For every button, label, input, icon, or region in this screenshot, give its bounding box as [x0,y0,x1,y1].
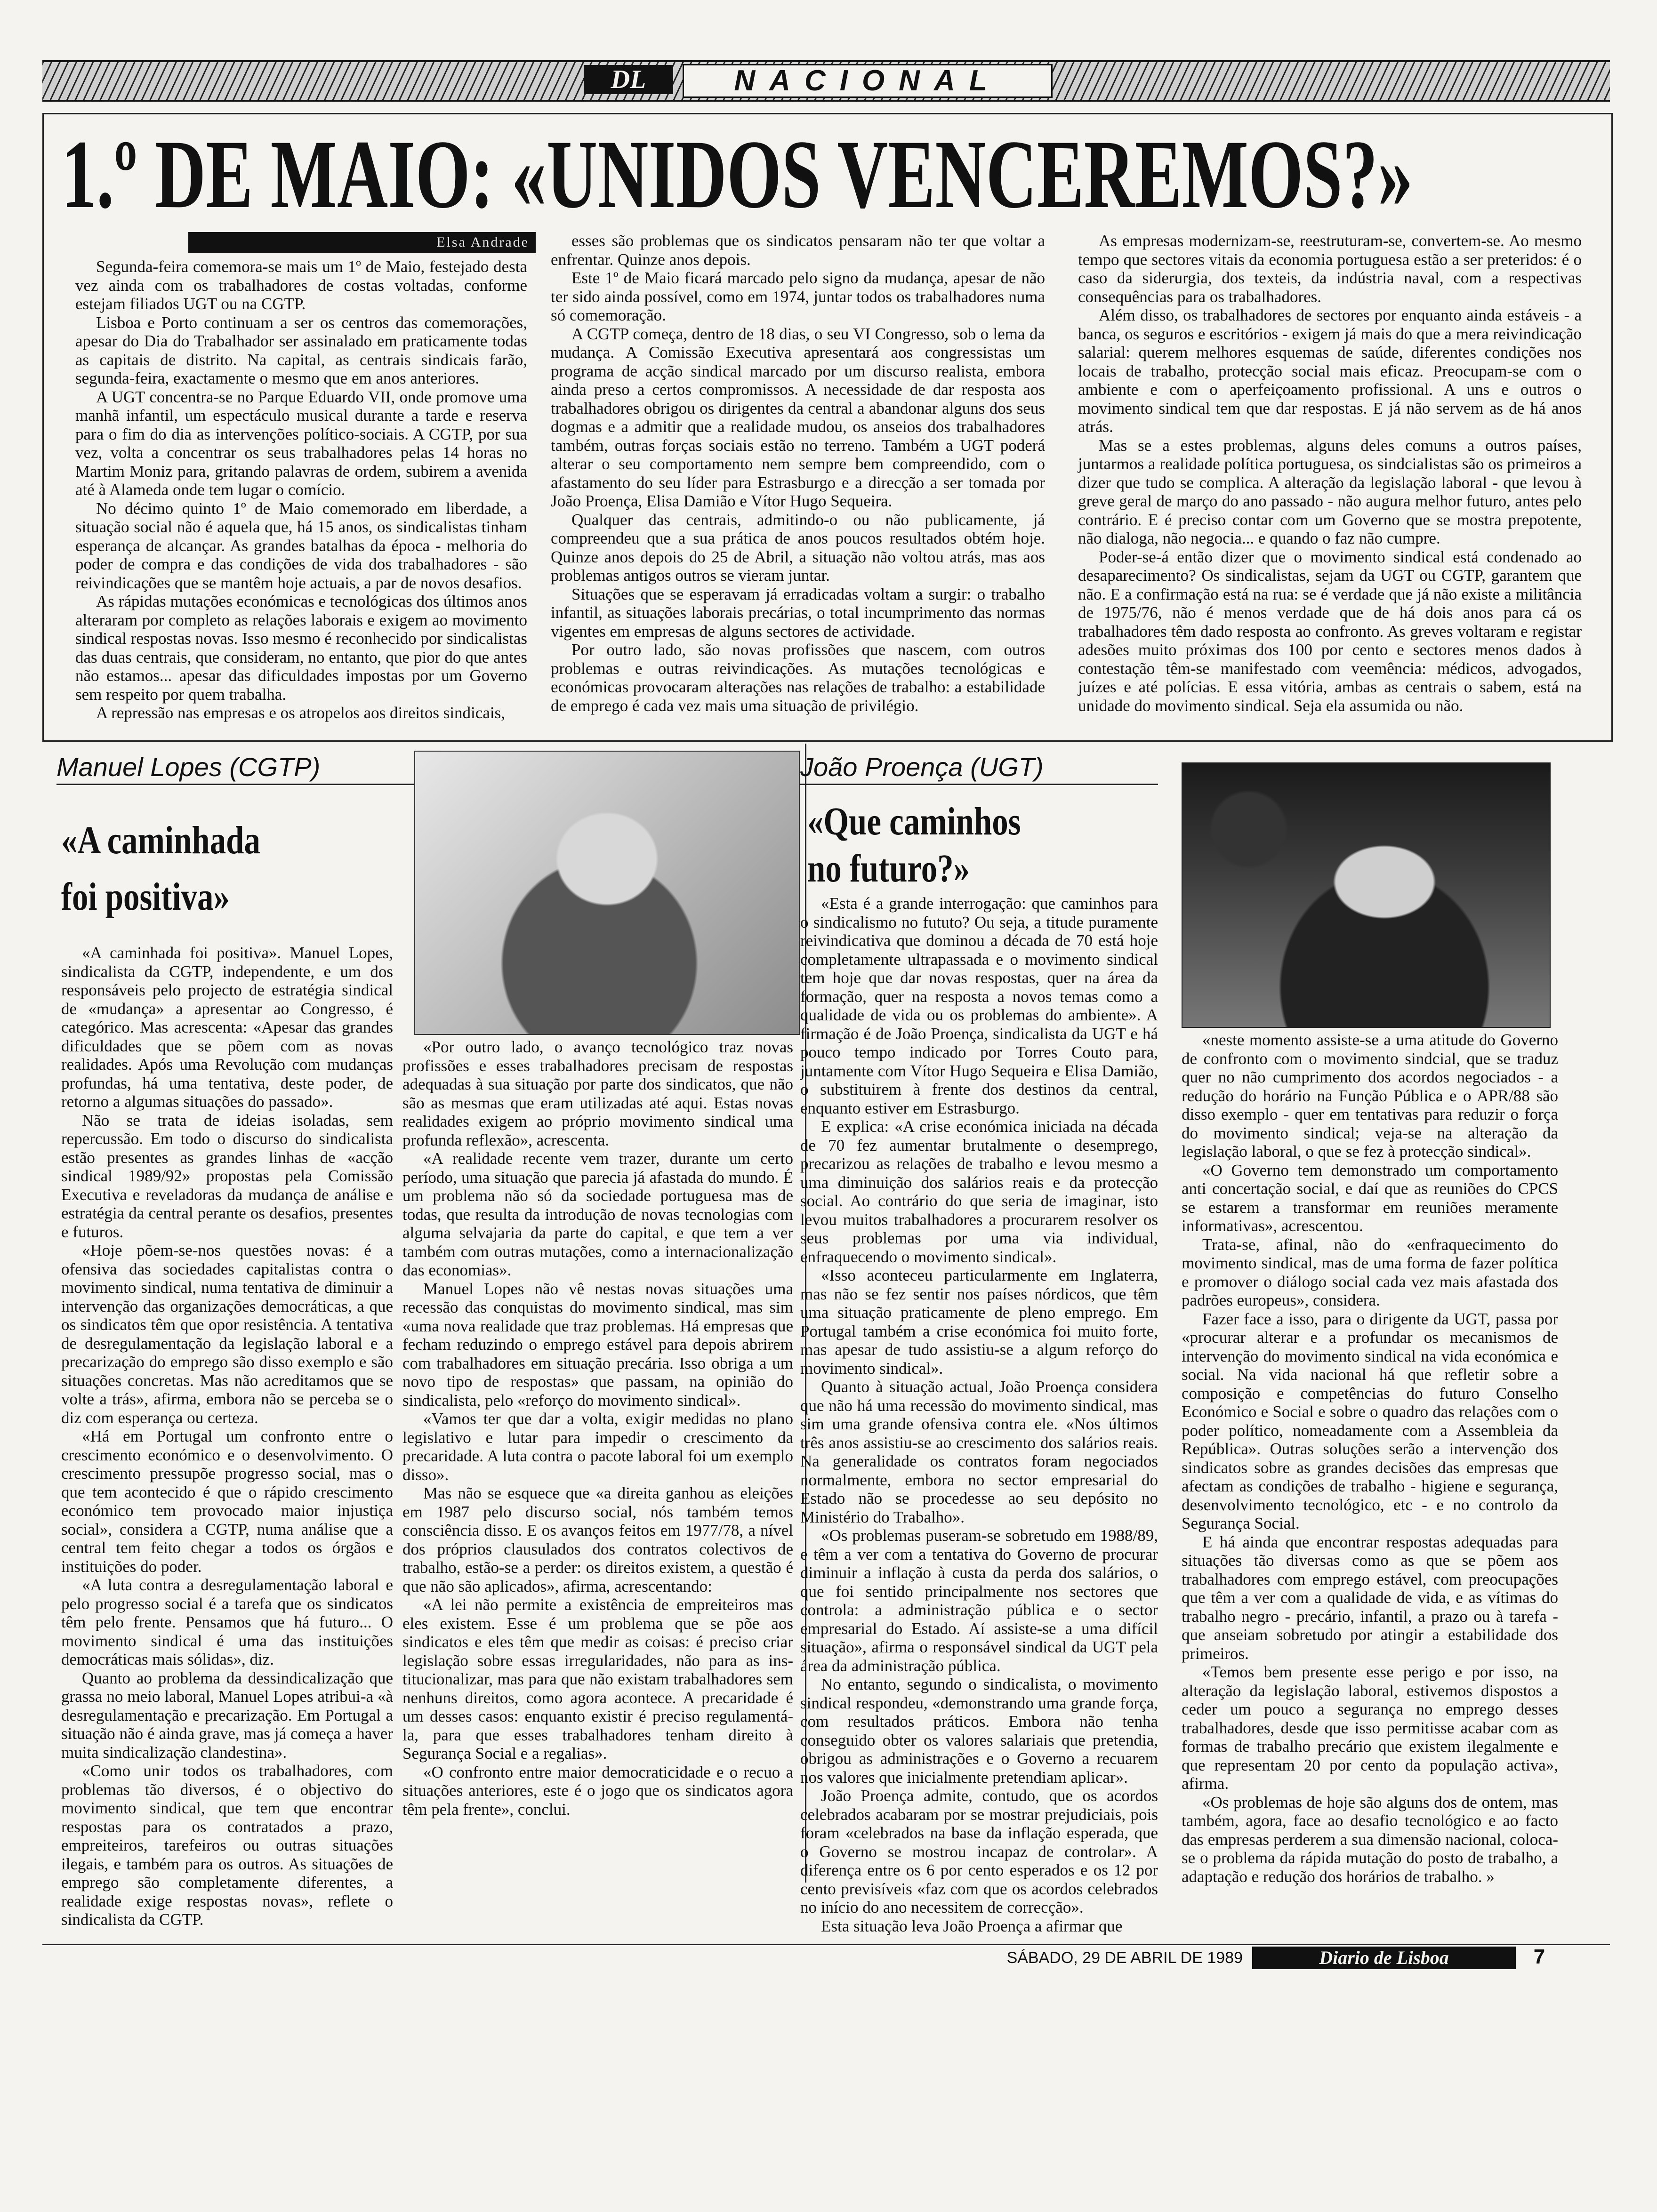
footer-rule [42,1944,1610,1945]
photo-joao-proenca [1182,762,1551,1028]
logo [584,65,673,94]
paragraph: Não se trata de ideias isoladas, sem repercussão. Em todo o discurso do sindicalista estão presentes as grandes linhas de «acção sindical 1989/92» propostas pela Comissão Executiva e reveladoras da mudança de análise e estratégia da central perante os desafios, presentes e futuros. [61,1111,393,1241]
box-right-title-2: no futuro?» [807,847,970,890]
paragraph: «O confronto entre maior democraticidade e o recuo a situações anteriores, este é o jogo que os sindicatos agora têm pela frente», conclui. [402,1763,793,1819]
section-title: NACIONAL [734,64,1001,97]
box-right-col-1 [800,894,1158,1935]
paragraph: «Isso aconteceu particularmente em Inglaterra, mas não se fez sentir nos países nórdicos, que têm uma situação praticamente de pleno emprego. Em Portugal também a crise económica foi muito forte, mas apesar de tudo assistiu-se a algum reforço do movimento sindical». [800,1266,1158,1378]
paragraph: «Vamos ter que dar a volta, exigir medidas no plano legislativo e lutar para impedir o crescimento da precaridade. A luta contra o pacote laboral foi um exemplo disso». [402,1410,793,1484]
paragraph: Esta situação leva João Proença a afirmar que [821,1916,1123,1935]
byline-text: Elsa Andrade [436,234,529,250]
paragraph: Lisboa e Porto continuam a ser os centros das comemorações, apesar do Dia do Trabalhador ser assinalado em praticamente todas as capitais de distrito. Na capital, as centrais sindicais farão, segunda-feira, exactamente o mesmo que em anos anteriores. [75,313,527,387]
paragraph: «Esta é a grande interrogação: que caminhos para o sindicalismo no fututo? Ou seja, a titude puramente reivindicativa que dominou a década de 70 está hoje completamente ultrapassada e o movimento sindical tem hoje que dar novas respostas, quer na área da formação, quer na resposta a novos temas como a qualidade de vida ou os problemas do ambiente». A firmação é de João Proença, sindicalista da UGT e há pouco tempo indicado por Torres Couto para, juntamente com Vítor Hugo Sequeira e Elisa Damião, o substituirem à frente dos destinos da central, enquanto estiver em Estrasburgo. [800,894,1158,1117]
paragraph: E há ainda que encontrar respostas adequadas para situações tão diversas como as que se põem aos trabalhadores com emprego estável, com preocupações que têm a ver com a qualidade de vida, e as vítimas do trabalho negro - precário, infantil, a prazo ou à tarefa - que anseiam sobretudo por atingir a estabilidade dos primeiros. [1182,1532,1558,1663]
main-col-1 [75,257,527,728]
paragraph: Mas não se esquece que «a direita ganhou as eleições em 1987 pelo discurso social, nós também temos consciência disso. E os avanços feitos em 1977/78, a nível dos próprios clausulados dos contratos colectivos de trabalho, estão-se a perder: os direitos existem, a questão é que não são aplicados», afirma, acrescentando: [402,1484,793,1595]
box-right-title-1: «Que caminhos [807,800,1021,843]
page-number: 7 [1533,1945,1545,1968]
headline: 1.º DE MAIO: «UNIDOS VENCEREMOS?» [61,120,1413,228]
paragraph: Além disso, os trabalhadores de sectores por enquanto ainda estáveis - a banca, os seguros e escritórios - exigem já mais do que a mera reivindicação salarial: querem melhores esquemas de saúde, diferentes condições nos locais de trabalho, protecção social mais eficaz. Preocupam-se com o ambiente e com o aperfeiçoamento profissional. A uns e outros o movimento sindical tem que dar respostas. E já não servem as de há anos atrás. [1078,306,1582,436]
paragraph: Poder-se-á então dizer que o movimento sindical está condenado ao desaparecimento? Os sindicalistas, sejam da UGT ou CGTP, garantem que não. E a confirmação está na rua: se é verdade que já não existe a militância de 1975/76, não é menos verdade que de há dois anos para cá os trabalhadores têm dado resposta ao confronto. As greves voltaram e registar adesões muito próximas dos 100 por cento e sectores menos dados à contestação têm-se manifestado com veemência: médicos, advogados, juízes e até polícias. E essa vitória, ambas as centrais o sabem, está na unidade do movimento sindical. Seja ela assumida ou não. [1078,547,1582,715]
paragraph: Segunda-feira comemora-se mais um 1º de Maio, festejado desta vez ainda com os trabalhadores de costas voltadas, conforme estejam filiados UGT ou na CGTP. [75,257,527,313]
paragraph: «Por outro lado, o avanço tecnológico traz novas profissões e esses trabalhadores precisam de respostas adequadas à sua situação por parte dos sindicatos, que não são as mesmas que eram utilizadas até aqui. Estas novas realidades exigem ao próprio movimento sindical uma profunda reflexão», acrescenta. [402,1038,793,1149]
paragraph: Este 1º de Maio ficará marcado pelo signo da mudança, apesar de não ter sido ainda possível, como em 1974, juntar todos os trabalhadores numa só comemoração. [551,269,1045,324]
paragraph: «Temos bem presente esse perigo e por isso, na alteração da legislação laboral, estivemos dispostos a ceder um pouco a segurança no emprego desses trabalhadores, desde que isso permitisse acabar com as formas de trabalho precário que existem ilegalmente e que representam 20 por cento da população activa», afirma. [1182,1663,1558,1793]
paragraph: Mas se a estes problemas, alguns deles comuns a outros países, juntarmos a realidade política portuguesa, os sindcialistas são os primeiros a dizer que tudo se complica. A alteração da legislação laboral - que levou à greve geral de março do ano passado - não augura melhor futuro, antes pelo contrário. E é preciso contar com um Governo que se mostra prepotente, não dialoga, não negocia... e quando o faz não cumpre. [1078,436,1582,547]
paragraph: «Há em Portugal um confronto entre o crescimento económico e o desenvolvimento. O crescimento pressupõe progresso social, mas o que tem acontecido é que o rápido crescimento económico tem provocado maior injustiça social», considera a CGTP, numa análise que a central tem feito chegar a todos os órgãos e instituições do poder. [61,1427,393,1576]
paragraph: Quanto à situação actual, João Proença considera que não há uma recessão do movimento sindical, mas sim uma grande ofensiva contra ele. «Nos últimos três anos assistiu-se ao crescimento dos salários reais. Na generalidade os contratos foram negociados normalmente, embora no sector empresarial do Estado não se procedesse ao seu depósito no Ministério do Trabalho». [800,1378,1158,1526]
box-left-title-2: foi positiva» [61,875,230,919]
paragraph: Fazer face a isso, para o dirigente da UGT, passa por «procurar alterar e a profundar os mecanismos de intervenção do movimento sindical na vida económica e social. Na vida nacional há que refletir sobre a composição e competências do futuro Conselho Económico e Social e sobre o quadro das relações com o poder político, nomeadamente com a Assembleia da República». Outras soluções serão a intervenção dos sindicatos sobre as grandes decisões das empresas que afectam as condições de trabalho - higiene e segurança, desenvolvimento tecnológico, etc - e no controlo da Segurança Social. [1182,1309,1558,1532]
photo-manuel-lopes [414,751,800,1035]
paragraph: «A realidade recente vem trazer, durante um certo período, uma situação que parecia já afastada do mundo. É um problema não só da sociedade portuguesa mas de todas, que resulta da introdução de novas tecnologias com alguma selvajaria da parte do capital, e que tem a ver também com outras mutações, como a internacionalização das economias». [402,1149,793,1279]
paragraph: «neste momento assiste-se a uma atitude do Governo de confronto com o movimento sindcial, que se traduz quer no não cumprimento dos acordos negociados - a redução do horário na Função Pública e o APR/88 são disso exemplo - quer em tentativas para reduzir o força do movimento sindical; veja-se na alteração da legislação laboral, o que se fez à protecção sindical». [1182,1031,1558,1161]
paragraph: Manuel Lopes não vê nestas novas situações uma recessão das conquistas do movimento sindical, mas sim «uma nova realidade que traz problemas. Há empresas que fecham reduzindo o emprego estável para depois abrirem com trabalhadores em situação precária. Isso obriga a um novo tipo de respostas» que passam, na opinião do sindicalista, pelo «reforço do movimento sindical». [402,1279,793,1410]
paragraph: «A luta contra a desregulamentação laboral e pelo progresso social é a tarefa que os sindicatos têm pelo frente. Pensamos que há futuro... O movimento sindical é uma das instituições democráticas mais sólidas», diz. [61,1576,393,1668]
paragraph: João Proença admite, contudo, que os acordos celebrados acabaram por se mostrar prejudiciais, pois foram «celebrados na base da inflação esperada, que o Governo se mostrou incapaz de controlar». A diferença entre os 6 por cento esperados e os 12 por cento previsíveis «faz com que os acordos celebrados no início do ano necessitem de correcção». [800,1787,1158,1916]
main-col-2 [551,232,1045,730]
header-bar [42,60,1610,102]
main-col-3 [1078,232,1582,730]
box-right-caption: João Proença (UGT) [800,751,1158,785]
paragraph: Quanto ao problema da dessindicalização que grassa no meio laboral, Manuel Lopes atribui-a «à desregulamentação e precarização. Em Portugal a situação não é ainda grave, mas já começa a haver muita sindicalização clandestina». [61,1668,393,1762]
paragraph: «Os problemas de hoje são alguns dos de ontem, mas também, agora, face ao desafio tecnológico e ao facto das empresas perderem a sua dimensão nacional, coloca-se o problema da rápida mutação do posto de trabalho, a adaptação e redução dos horários de trabalho. » [1182,1793,1558,1886]
box-left-col-1 [61,944,393,1929]
paragraph: No décimo quinto 1º de Maio comemorado em liberdade, a situação social não é aquela que, há 15 anos, os sindicalistas tinham esperança de alcançar. As grandes batalhas da época - melhoria do poder de compra e das condições de vida dos trabalhadores - são reivindicações que se mantêm hoje actuais, a par de novos desafios. [75,499,527,592]
box-right-col-2 [1182,1031,1558,1886]
paragraph: «A caminhada foi positiva». Manuel Lopes, sindicalista da CGTP, independente, e um dos responsáveis pelo projecto de estratégia sindical de «mudança» a apresentar ao Congresso, é categórico. Mas acrescenta: «Apesar das grandes dificuldades que se põem com as novas realidades. Após uma Revolução com mudanças profundas, há uma tentativa, deste poder, de retorno a algumas situações do passado». [61,944,393,1111]
paragraph: Trata-se, afinal, não do «enfraquecimento do movimento sindical, mas de uma forma de fazer política e promover o diálogo social cada vez mais afastada dos padrões europeus», considera. [1182,1235,1558,1309]
paragraph: As empresas modernizam-se, reestruturam-se, convertem-se. Ao mesmo tempo que sectores vitais da economia portuguesa estão a ser preteridos: é o caso da siderurgia, dos texteis, da indústria naval, com a respectivas consequências para os trabalhadores. [1078,232,1582,306]
paragraph: A UGT concentra-se no Parque Eduardo VII, onde promove uma manhã infantil, um espectáculo musical durante a tarde e reserva para o fim do dia as intervenções político-sociais. A CGTP, por sua vez, volta a concentrar os seus trabalhadores pelas 14 horas no Martim Moniz para, gritando palavras de ordem, subirem a avenida até à Alameda onde tem lugar o comício. [75,387,527,499]
paragraph: «Como unir todos os trabalhadores, com problemas tão diversos, é o objectivo do movimento sindical, que tem que encontrar respostas para os contratados a prazo, empreiteiros, tarefeiros ou outras situações ilegais, e também para os outros. As situações de emprego são completamente diferentes, a realidade exige respostas novas», reflete o sindicalista da CGTP. [61,1762,393,1929]
paragraph: A CGTP começa, dentro de 18 dias, o seu VI Congresso, sob o lema da mudança. A Comissão Executiva apresentará aos congressistas um programa de acção sindical marcado por um discurso realista, embora ainda preso a certos compromissos. A necessidade de dar resposta aos trabalhadores obrigou os dirigentes da central a abandonar alguns dos seus dogmas e a admitir que a realidade mudou, os anseios dos trabalhadores também, outras forças sociais estão no terreno. Também a UGT poderá alterar o seu comportamento nem sempre bem compreendido, com o afastamento do seu líder para Estrasburgo e a direcção a ser tomada por João Proença, Elisa Damião e Vítor Hugo Sequeira. [551,324,1045,510]
paragraph: A repressão nas empresas e os atropelos aos direitos sindicais, [96,704,505,722]
logo-text: DL [611,65,646,94]
paragraph: Qualquer das centrais, admitindo-o ou não publicamente, já compreendeu que a sua prática de anos poucos resultados obtém hoje. Quinze anos depois do 25 de Abril, a situação não voltou atrás, mas aos problemas antigos outros se vieram juntar. [551,510,1045,585]
byline [188,232,536,253]
paragraph: Por outro lado, são novas profissões que nascem, com outros problemas e outras reivindicações. As mutações tecnológicas e económicas provocaram alterações nas relações de trabalho: a estabilidade de emprego é cada vez mais uma situação de privilégio. [551,641,1045,715]
paragraph: «Os problemas puseram-se sobretudo em 1988/89, e têm a ver com a tentativa do Governo de procurar diminuir a inflação à custa da perda dos salários, o que foi sentido principalmente nos sectores que controla: a administração pública e o sector empresarial do Estado. Aí assiste-se a uma difícil situação», afirma o responsável sindical da UGT pela área da administração pública. [800,1526,1158,1675]
footer-date: SÁBADO, 29 DE ABRIL DE 1989 [1006,1949,1243,1967]
paragraph: esses são problemas que os sindicatos pensaram não ter que voltar a enfrentar. Quinze anos depois. [551,232,1045,269]
paragraph: «Hoje põem-se-nos questões novas: é a ofensiva das sociedades capitalistas contra o movimento sindical, numa tentativa de diminuir a intervenção das organizações democráticas, a que os sindicatos têm que opor resistência. A tentativa de desregulamentação da legislação laboral e a precarização do emprego são disso exemplo e são situações concretas. Mas não acreditamos que se volte a trás», afirma, embora não se perceba se o diz com esperança ou certeza. [61,1241,393,1427]
paragraph: «A lei não permite a existência de empreiteiros mas eles existem. Esse é um problema que se põe aos sindicatos e eles têm que medir as coisas: é preciso criar legislação sobre essas irregularidades, não para as ins-titucionalizar, mas para que não existam trabalhadores sem nenhuns direitos, como agora acontece. A precaridade é um desses casos: enquanto existir é preciso regulamentá-la, para que esses trabalhadores tenham direito à Segurança Social e a regalias». [402,1595,793,1763]
paragraph: E explica: «A crise económica iniciada na década de 70 fez aumentar brutalmente o desemprego, precarizou as relações de trabalho e levou mesmo a uma diminuição dos salários reais e da protecção social. Ao contrário do que seria de imaginar, isto levou muitos trabalhadores a procurarem resolver os seus problemas por uma via individual, enfraquecendo o movimento sindical». [800,1117,1158,1266]
paragraph: Situações que se esperavam já erradicadas voltam a surgir: o trabalho infantil, as situações laborais precárias, o total incumprimento das normas vigentes em empresas de alguns sectores de actividade. [551,585,1045,641]
paragraph: «O Governo tem demonstrado um comportamento anti concertação social, e daí que as reuniões do CPCS se estarem a transformar em reuniões meramente informativas», acrescentou. [1182,1161,1558,1235]
paragraph: No entanto, segundo o sindicalista, o movimento sindical respondeu, «demonstrando uma grande força, com resultados práticos. Embora não tenha conseguido obter os valores salariais que pretendia, obrigou as administrações e o Governo a recuarem nos valores que inicialmente pretendiam aplicar». [800,1675,1158,1787]
footer-paper [1252,1947,1516,1969]
box-left-caption: Manuel Lopes (CGTP) [56,751,424,785]
box-left-col-2 [402,1038,793,1866]
footer-paper-name: Diario de Lisboa [1319,1947,1449,1968]
section-label [683,64,1053,98]
box-left-title-1: «A caminhada [61,818,260,862]
paragraph: As rápidas mutações económicas e tecnológicas dos últimos anos alteraram por completo as relações laborais e exigem ao movimento sindical respostas novas. Isso mesmo é reconhecido por sindicalistas das duas centrais, que consideram, no entanto, que pior do que antes não estamos... apesar das dificuldades impostas por um Governo sem respeito por quem trabalha. [75,592,527,704]
